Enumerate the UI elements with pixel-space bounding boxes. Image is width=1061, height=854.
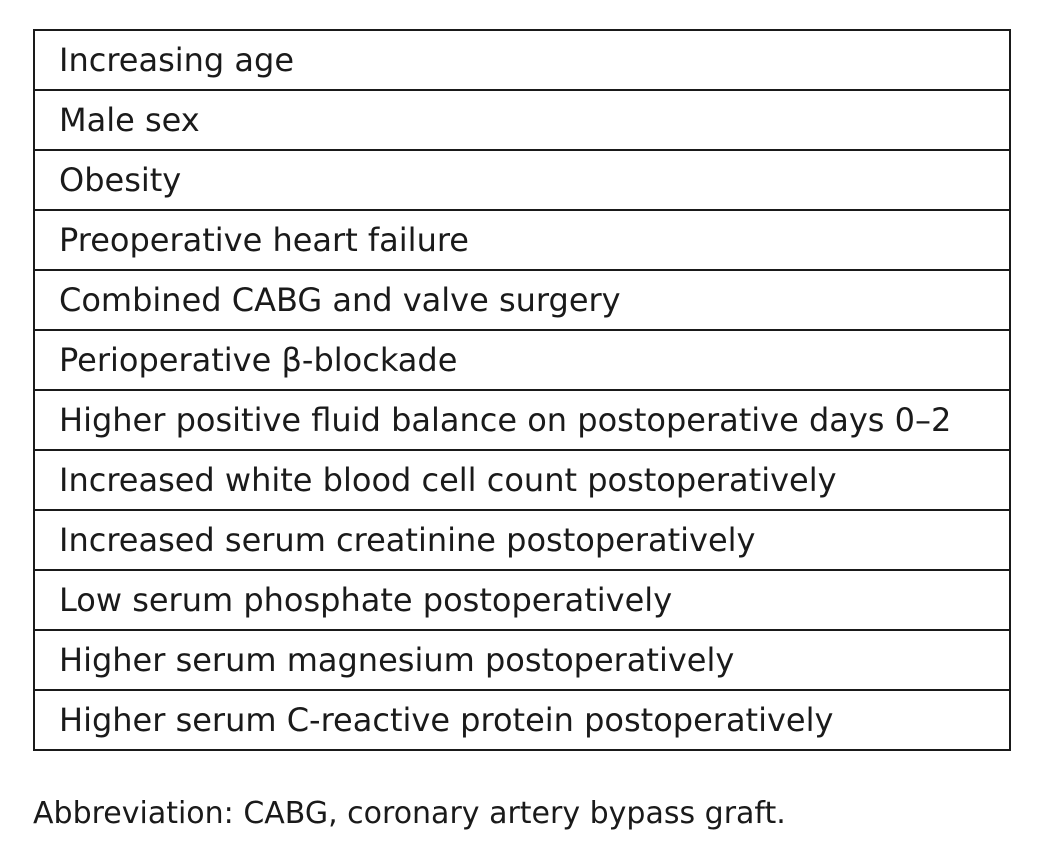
table-row: [34, 390, 1010, 450]
table-cell: Increased serum creatinine postoperatively: [34, 510, 1010, 570]
table-cell: Higher serum C-reactive protein postoperatively: [34, 690, 1010, 750]
table-row: [34, 570, 1010, 630]
table-row: [34, 690, 1010, 750]
table-row: [34, 510, 1010, 570]
table-cell: Higher serum magnesium postoperatively: [34, 630, 1010, 690]
table-row: [34, 210, 1010, 270]
table-row: [34, 150, 1010, 210]
table-cell: Higher positive fluid balance on postoperative days 0–2: [34, 390, 1010, 450]
table-cell: Preoperative heart failure: [34, 210, 1010, 270]
risk-factor-table: [33, 29, 1011, 751]
table-cell: Male sex: [34, 90, 1010, 150]
table-cell: Combined CABG and valve surgery: [34, 270, 1010, 330]
table-row: [34, 30, 1010, 90]
table-cell: Obesity: [34, 150, 1010, 210]
table-footnote: Abbreviation: CABG, coronary artery bypass graft.: [33, 796, 786, 831]
table-row: [34, 90, 1010, 150]
table-row: [34, 450, 1010, 510]
table-cell: Increasing age: [34, 30, 1010, 90]
table-cell: Increased white blood cell count postoperatively: [34, 450, 1010, 510]
table-row: [34, 630, 1010, 690]
table-cell: Low serum phosphate postoperatively: [34, 570, 1010, 630]
table-row: [34, 270, 1010, 330]
table-cell: Perioperative β-blockade: [34, 330, 1010, 390]
table-row: [34, 330, 1010, 390]
